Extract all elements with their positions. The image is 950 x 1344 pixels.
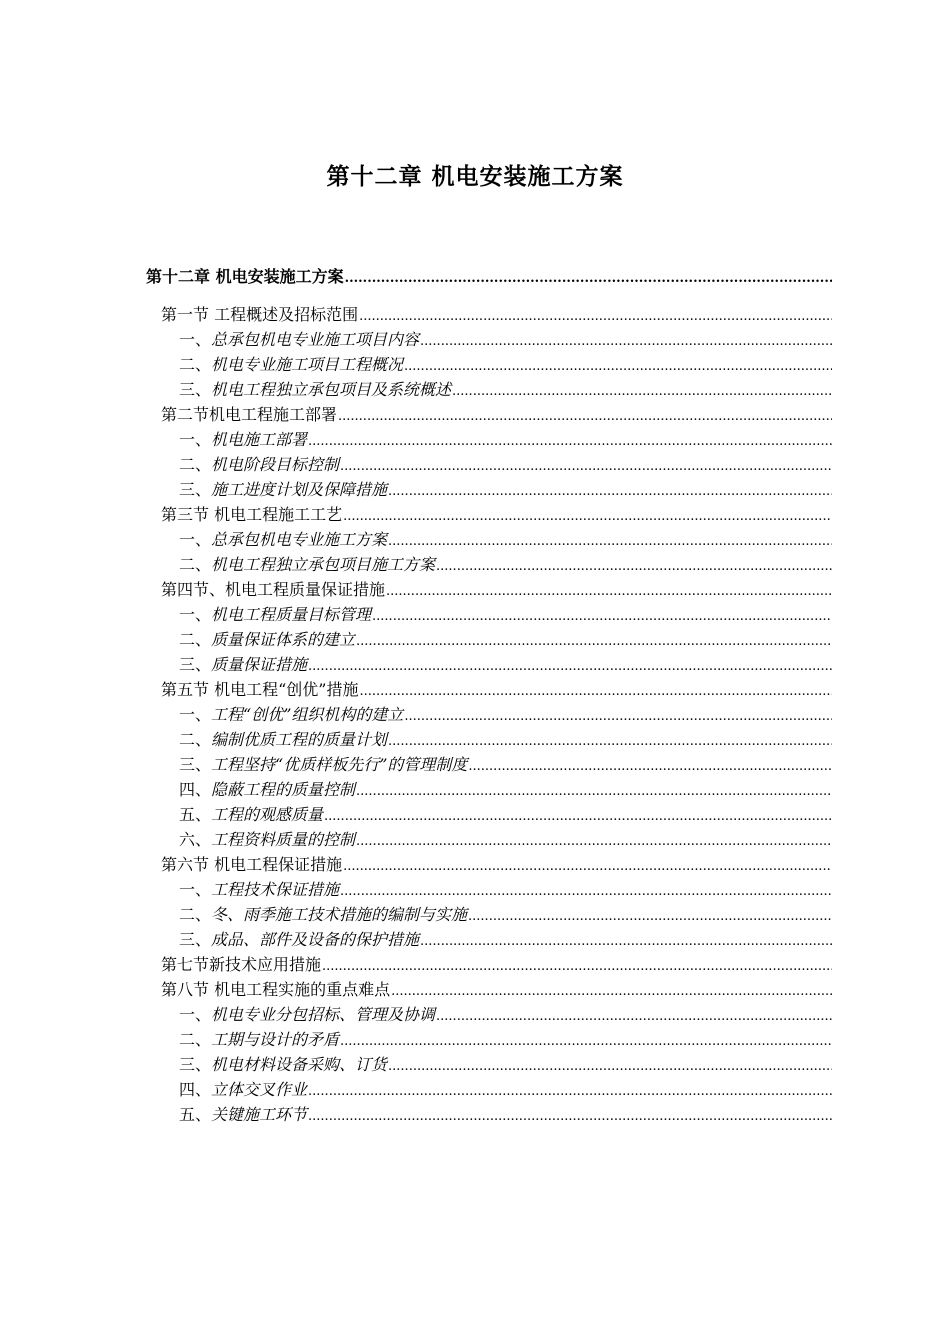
toc-entry-text: 机电材料设备采购、订货	[211, 1055, 388, 1074]
toc-entry-text: 机电专业施工项目工程概况	[211, 355, 404, 374]
toc-section-entry[interactable]	[146, 977, 832, 1002]
toc-entry-text: 第七节新技术应用措施	[161, 955, 322, 974]
toc-entry-label	[161, 852, 342, 877]
toc-entry-label	[179, 452, 339, 477]
toc-entry-text: 工程“创优”组织机构的建立	[211, 705, 404, 724]
toc-entry-label	[161, 977, 390, 1002]
toc-subsection-entry[interactable]	[146, 452, 832, 477]
toc-entry-text: 编制优质工程的质量计划	[211, 730, 388, 749]
toc-entry-text: 总承包机电专业施工项目内容	[211, 330, 420, 349]
toc-dot-leader	[404, 704, 832, 729]
toc-entry-number: 二、	[179, 730, 212, 749]
toc-subsection-entry[interactable]	[146, 1002, 832, 1027]
toc-dot-leader	[338, 404, 832, 429]
toc-dot-leader	[388, 729, 832, 754]
toc-entry-label	[161, 402, 337, 427]
toc-entry-label	[179, 552, 435, 577]
toc-entry-text: 第十二章 机电安装施工方案	[146, 267, 344, 286]
toc-subsection-entry[interactable]	[146, 352, 832, 377]
toc-entry-number: 二、	[179, 905, 212, 924]
toc-entry-number: 一、	[179, 430, 212, 449]
toc-section-entry[interactable]	[146, 952, 832, 977]
toc-dot-leader	[420, 929, 832, 954]
toc-entry-text: 机电施工部署	[211, 430, 308, 449]
toc-dot-leader	[436, 554, 832, 579]
toc-entry-text: 第四节、机电工程质量保证措施	[161, 580, 386, 599]
toc-dot-leader	[343, 504, 832, 529]
toc-entry-text: 第五节 机电工程“创优”措施	[161, 680, 359, 699]
toc-entry-text: 工期与设计的矛盾	[211, 1030, 340, 1049]
toc-entry-text: 机电专业分包招标、管理及协调	[211, 1005, 436, 1024]
toc-entry-text: 第三节 机电工程施工工艺	[161, 505, 343, 524]
toc-dot-leader	[340, 879, 832, 904]
toc-entry-text: 隐蔽工程的质量控制	[211, 780, 356, 799]
toc-dot-leader	[391, 979, 832, 1004]
toc-section-entry[interactable]	[146, 302, 832, 327]
toc-entry-number: 一、	[179, 330, 212, 349]
toc-entry-number: 五、	[179, 1105, 212, 1124]
toc-entry-label	[179, 527, 387, 552]
toc-dot-leader	[436, 1004, 832, 1029]
toc-dot-leader	[322, 954, 832, 979]
toc-entry-label	[161, 677, 358, 702]
toc-dot-leader	[468, 754, 832, 779]
toc-entry-text: 机电工程质量目标管理	[211, 605, 372, 624]
toc-section-entry[interactable]	[146, 677, 832, 702]
toc-entry-label	[161, 952, 321, 977]
toc-section-entry[interactable]	[146, 577, 832, 602]
toc-entry-text: 关键施工环节	[211, 1105, 308, 1124]
toc-entry-label	[179, 1027, 339, 1052]
toc-entry-number: 三、	[179, 755, 212, 774]
toc-entry-text: 工程的观感质量	[211, 805, 324, 824]
toc-entry-number: 三、	[179, 655, 212, 674]
toc-dot-leader	[308, 429, 832, 454]
toc-subsection-entry[interactable]	[146, 652, 832, 677]
toc-entry-number: 一、	[179, 705, 212, 724]
toc-entry-number: 二、	[179, 555, 212, 574]
toc-entry-text: 第八节 机电工程实施的重点难点	[161, 980, 391, 999]
toc-entry-label	[179, 752, 467, 777]
toc-entry-label	[179, 602, 371, 627]
toc-entry-number: 一、	[179, 605, 212, 624]
toc-section-entry[interactable]	[146, 502, 832, 527]
toc-subsection-entry[interactable]	[146, 602, 832, 627]
toc-dot-leader	[420, 329, 832, 354]
toc-entry-number: 三、	[179, 380, 212, 399]
toc-entry-label	[179, 377, 451, 402]
toc-subsection-entry[interactable]	[146, 1077, 832, 1102]
toc-entry-text: 立体交叉作业	[211, 1080, 308, 1099]
toc-entry-label	[179, 827, 355, 852]
toc-subsection-entry[interactable]	[146, 1052, 832, 1077]
toc-dot-leader	[356, 779, 832, 804]
table-of-contents	[146, 262, 832, 1127]
toc-entry-label	[179, 877, 339, 902]
toc-entry-number: 二、	[179, 455, 212, 474]
toc-entry-label	[179, 627, 355, 652]
toc-chapter-entry[interactable]	[146, 262, 832, 292]
toc-entry-label	[179, 777, 355, 802]
toc-entry-label	[179, 702, 403, 727]
toc-subsection-entry[interactable]	[146, 702, 832, 727]
toc-subsection-entry[interactable]	[146, 477, 832, 502]
toc-entry-text: 冬、雨季施工技术措施的编制与实施	[211, 905, 468, 924]
toc-dot-leader	[324, 804, 832, 829]
toc-entry-label	[179, 427, 307, 452]
toc-dot-leader	[388, 529, 832, 554]
toc-entry-text: 工程资料质量的控制	[211, 830, 356, 849]
toc-subsection-entry[interactable]	[146, 627, 832, 652]
toc-entry-number: 一、	[179, 1005, 212, 1024]
toc-entry-label	[179, 352, 403, 377]
toc-dot-leader	[388, 1054, 832, 1079]
toc-dot-leader	[345, 264, 832, 294]
toc-entry-number: 一、	[179, 880, 212, 899]
toc-entry-label	[179, 1102, 307, 1127]
toc-entry-number: 二、	[179, 630, 212, 649]
toc-section-entry[interactable]	[146, 402, 832, 427]
toc-entry-text: 总承包机电专业施工方案	[211, 530, 388, 549]
page-title: 第十二章 机电安装施工方案	[326, 163, 624, 190]
toc-entry-label	[179, 727, 387, 752]
toc-entry-number: 二、	[179, 355, 212, 374]
toc-dot-leader	[356, 629, 832, 654]
toc-entry-number: 六、	[179, 830, 212, 849]
toc-dot-leader	[386, 579, 832, 604]
toc-entry-number: 二、	[179, 1030, 212, 1049]
toc-dot-leader	[343, 854, 832, 879]
toc-subsection-entry[interactable]	[146, 1027, 832, 1052]
toc-subsection-entry[interactable]	[146, 377, 832, 402]
toc-entry-label	[179, 1052, 387, 1077]
toc-entry-label	[161, 302, 358, 327]
toc-entry-text: 第二节机电工程施工部署	[161, 405, 338, 424]
toc-entry-number: 四、	[179, 1080, 212, 1099]
toc-dot-leader	[372, 604, 832, 629]
toc-dot-leader	[388, 479, 832, 504]
toc-dot-leader	[308, 654, 832, 679]
toc-subsection-entry[interactable]	[146, 827, 832, 852]
toc-entry-label	[146, 262, 344, 292]
toc-entry-label	[179, 1077, 307, 1102]
toc-subsection-entry[interactable]	[146, 727, 832, 752]
toc-dot-leader	[308, 1079, 832, 1104]
toc-entry-number: 三、	[179, 930, 212, 949]
toc-entry-text: 机电阶段目标控制	[211, 455, 340, 474]
toc-dot-leader	[340, 1029, 832, 1054]
toc-subsection-entry[interactable]	[146, 902, 832, 927]
toc-dot-leader	[340, 454, 832, 479]
toc-entry-text: 成品、部件及设备的保护措施	[211, 930, 420, 949]
toc-entry-label	[179, 327, 419, 352]
toc-subsection-entry[interactable]	[146, 527, 832, 552]
toc-subsection-entry[interactable]	[146, 427, 832, 452]
toc-subsection-entry[interactable]	[146, 552, 832, 577]
toc-dot-leader	[452, 379, 832, 404]
toc-entry-text: 工程坚持“优质样板先行”的管理制度	[211, 755, 468, 774]
toc-dot-leader	[356, 829, 832, 854]
toc-dot-leader	[468, 904, 832, 929]
toc-section-entry[interactable]	[146, 852, 832, 877]
toc-entry-text: 机电工程独立承包项目施工方案	[211, 555, 436, 574]
toc-entry-number: 四、	[179, 780, 212, 799]
toc-entry-label	[161, 502, 342, 527]
toc-dot-leader	[308, 1104, 832, 1129]
toc-subsection-entry[interactable]	[146, 777, 832, 802]
toc-entry-text: 第一节 工程概述及招标范围	[161, 305, 359, 324]
toc-entry-text: 施工进度计划及保障措施	[211, 480, 388, 499]
toc-entry-number: 三、	[179, 480, 212, 499]
toc-entry-label	[161, 577, 385, 602]
toc-entry-label	[179, 1002, 435, 1027]
toc-entry-text: 机电工程独立承包项目及系统概述	[211, 380, 452, 399]
toc-subsection-entry[interactable]	[146, 752, 832, 777]
toc-entry-number: 五、	[179, 805, 212, 824]
toc-entry-label	[179, 902, 467, 927]
toc-entry-text: 第六节 机电工程保证措施	[161, 855, 343, 874]
toc-entry-label	[179, 927, 419, 952]
toc-subsection-entry[interactable]	[146, 327, 832, 352]
toc-entry-text: 工程技术保证措施	[211, 880, 340, 899]
toc-entry-label	[179, 802, 323, 827]
toc-entry-text: 质量保证体系的建立	[211, 630, 356, 649]
toc-dot-leader	[359, 304, 832, 329]
toc-entry-text: 质量保证措施	[211, 655, 308, 674]
toc-subsection-entry[interactable]	[146, 802, 832, 827]
toc-entry-number: 三、	[179, 1055, 212, 1074]
toc-entry-label	[179, 652, 307, 677]
toc-dot-leader	[404, 354, 832, 379]
toc-entry-number: 一、	[179, 530, 212, 549]
toc-dot-leader	[359, 679, 832, 704]
toc-subsection-entry[interactable]	[146, 927, 832, 952]
toc-entry-label	[179, 477, 387, 502]
toc-subsection-entry[interactable]	[146, 1102, 832, 1127]
toc-subsection-entry[interactable]	[146, 877, 832, 902]
